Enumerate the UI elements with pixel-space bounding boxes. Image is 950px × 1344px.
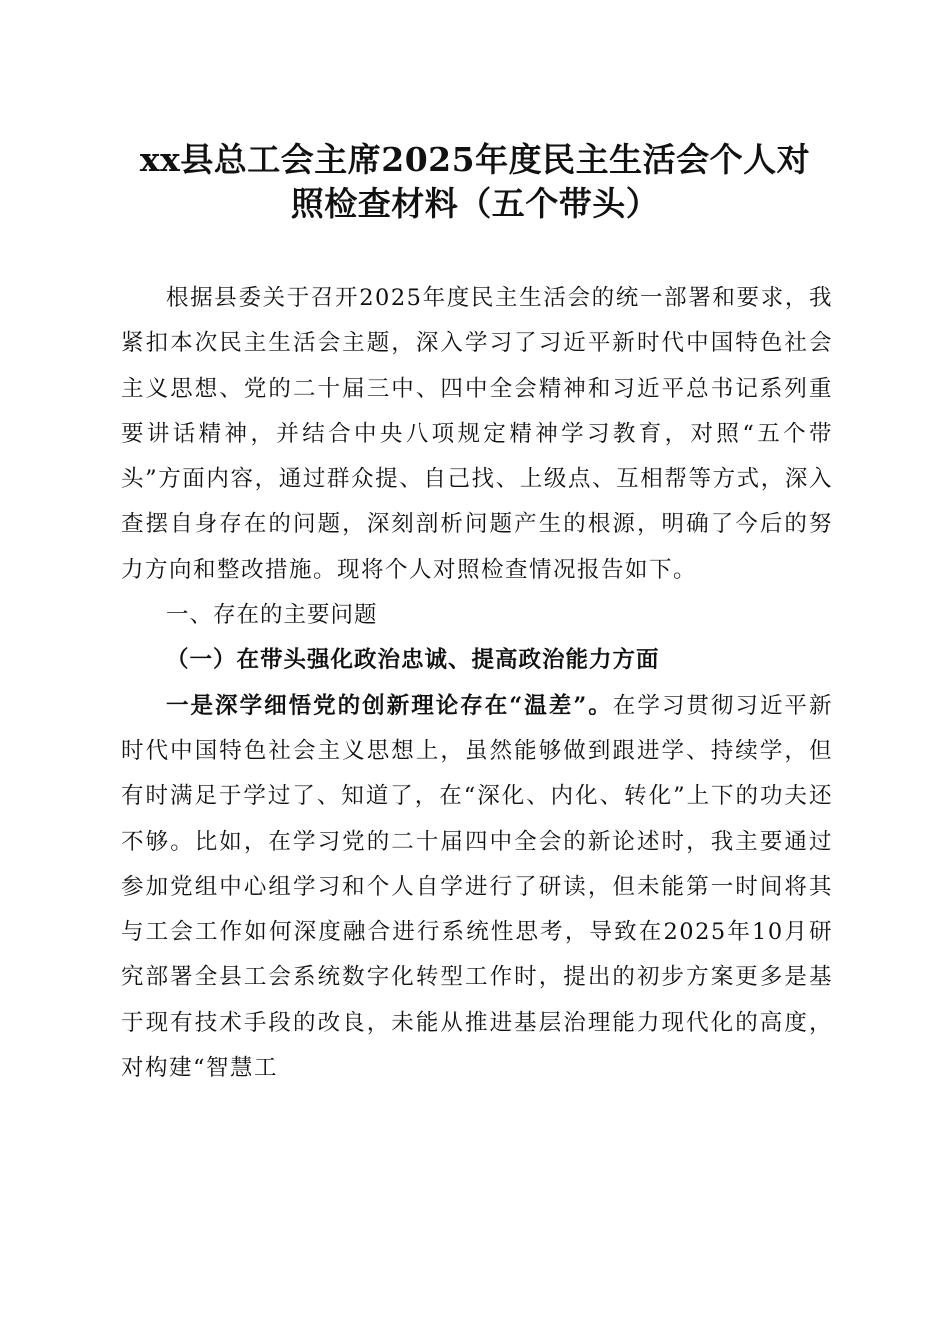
point-body: 在学习贯彻习近平新时代中国特色社会主义思想上，虽然能够做到跟进学、持续学，但有时满足于学过了、知道了，在“深化、内化、转化”上下的功夫还不够。比如，在学习党的二十届四中全会的新论述时，我主要通过参加党组中心组学习和个人自学进行了研读，但未能第一时间将其与工会工作如何深度融合进行系统性思考，导致在2025年10月研究部署全县工会系统数字化转型工作时，提出的初步方案更多是基于现有技术手段的改良，未能从推进基层治理能力现代化的高度，对构建“智慧工 xyxy=(121,692,833,1082)
point-paragraph xyxy=(121,684,833,1092)
section-heading: 一、存在的主要问题 xyxy=(166,602,378,629)
title-line-1: xx县总工会主席2025年度民主生活会个人对 xyxy=(139,140,811,179)
point-lead: 一是深学细悟党的创新理论存在“温差”。 xyxy=(166,692,613,719)
intro-paragraph: 根据县委关于召开2025年度民主生活会的统一部署和要求，我紧扣本次民主生活会主题，深入学习了习近平新时代中国特色社会主义思想、党的二十届三中、四中全会精神和习近平总书记系列重要讲话精神，并结合中央八项规定精神学习教育，对照“五个带头”方面内容，通过群众提、自己找、上级点、互相帮等方式，深入查摆自身存在的问题，深刻剖析问题产生的根源，明确了今后的努力方向和整改措施。现将个人对照检查情况报告如下。 xyxy=(121,285,833,583)
document-body xyxy=(121,276,833,1091)
document-title xyxy=(110,138,840,226)
title-line-2: 照检查材料（五个带头） xyxy=(290,184,660,223)
subsection-heading: （一）在带头强化政治忠诚、提高政治能力方面 xyxy=(166,647,660,674)
